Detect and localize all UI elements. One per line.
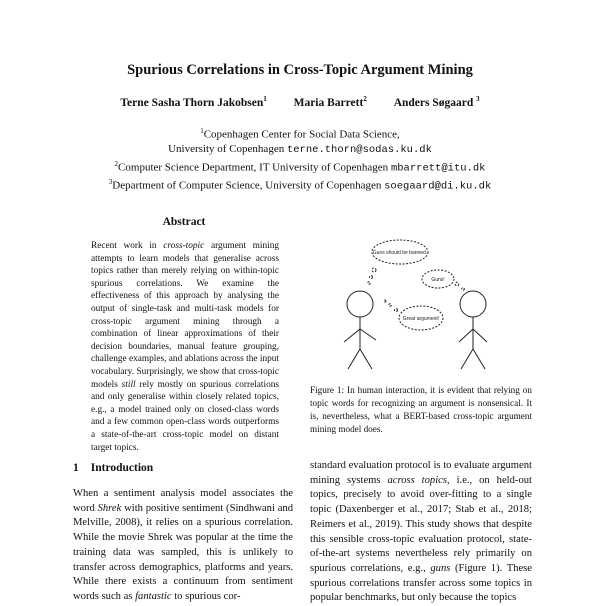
stick-figure-left (344, 291, 376, 369)
affiliation-1: $^1$Copenhagen Center for Social Data Science, (200, 127, 400, 141)
figure-1-caption: Figure 1: In human interaction, it is evident that relying on topic words for recognizing an argument is nonsensical. It is, nevertheless, what a BERT-based cross-topic argument mining model does. (310, 385, 532, 434)
introduction-body: When a sentiment analysis model associates the word Shrek with positive sentiment (Sindhwani and Melville, 2008), it relies on a spurious correlation. While the movie Shrek was popular at the time the training data was sampled, this is unlikely to transfer across demographics, platforms and years. While there exists a continuum from sentiment words such as fantastic to spurious cor- (73, 488, 293, 602)
email-3: soegaard@di.ku.dk (384, 180, 492, 193)
paper-title: Spurious Correlations in Cross-Topic Argument Mining (127, 62, 473, 78)
abstract-body: Recent work in cross-topic argument mining attempts to learn models that generalise across topics rather than merely relying on within-topic spurious correlations. We examine the effectiveness of this approach by analysing the output of single-task and multi-task models for cross-topic argument mining through a combination of linear approximations of their decision boundaries, manual feature grouping, challenge examples, and ablations across the input vocabulary. Surprisingly, we show that cross-topic models still rely mostly on spurious correlations and only generalise within closely related topics, e.g., a model trained only on closed-class words and a few common open-class words outperforms a state-of-the-art cross-topic model on distant target topics. (91, 241, 280, 453)
right-column-body: standard evaluation protocol is to evaluate argument mining systems across topics, i.e., on held-out topics, precisely to avoid over-fitting to a single topic (Daxenberger et al., 2017; Stab et al., 2018; Reimers et al., 2019). This study shows that despite this sensible cross-topic evaluation protocol, state-of-the-art systems nevertheless rely primarily on spurious correlations, e.g., guns (Figure 1). These spurious correlations transfer across some topics in popular benchmarks, but only because the topics (310, 460, 532, 604)
abstract-heading: Abstract (162, 216, 206, 228)
affiliation-1-line2: University of Copenhagen terne.thorn@sodas.ku.dk (168, 142, 432, 156)
bubble-middle-text: Guns! (431, 277, 445, 283)
author-2: Maria Barrett$^2$ (293, 95, 367, 109)
email-2: mbarrett@itu.dk (390, 162, 486, 175)
stick-figure-right (459, 291, 487, 369)
author-list (0, 95, 600, 109)
affiliation-2: $^2$Computer Science Department, IT University of Copenhagen mbarrett@itu.dk (114, 159, 486, 175)
bubble-left-text: Guns should be banned. (372, 250, 428, 256)
email-1: terne.thorn@sodas.ku.dk (286, 143, 432, 156)
affiliation-3: $^3$Department of Computer Science, University of Copenhagen soegaard@di.ku.dk (108, 178, 492, 193)
bubble-right-text: Great argument! (402, 316, 440, 322)
figure-1-illustration (310, 234, 532, 384)
section-heading-introduction: 1 Introduction (73, 462, 154, 474)
author-1: Terne Sasha Thorn Jakobsen$^1$ (120, 95, 267, 109)
affiliations (0, 124, 600, 194)
author-3: Anders Søgaard $^3$ (393, 95, 480, 109)
